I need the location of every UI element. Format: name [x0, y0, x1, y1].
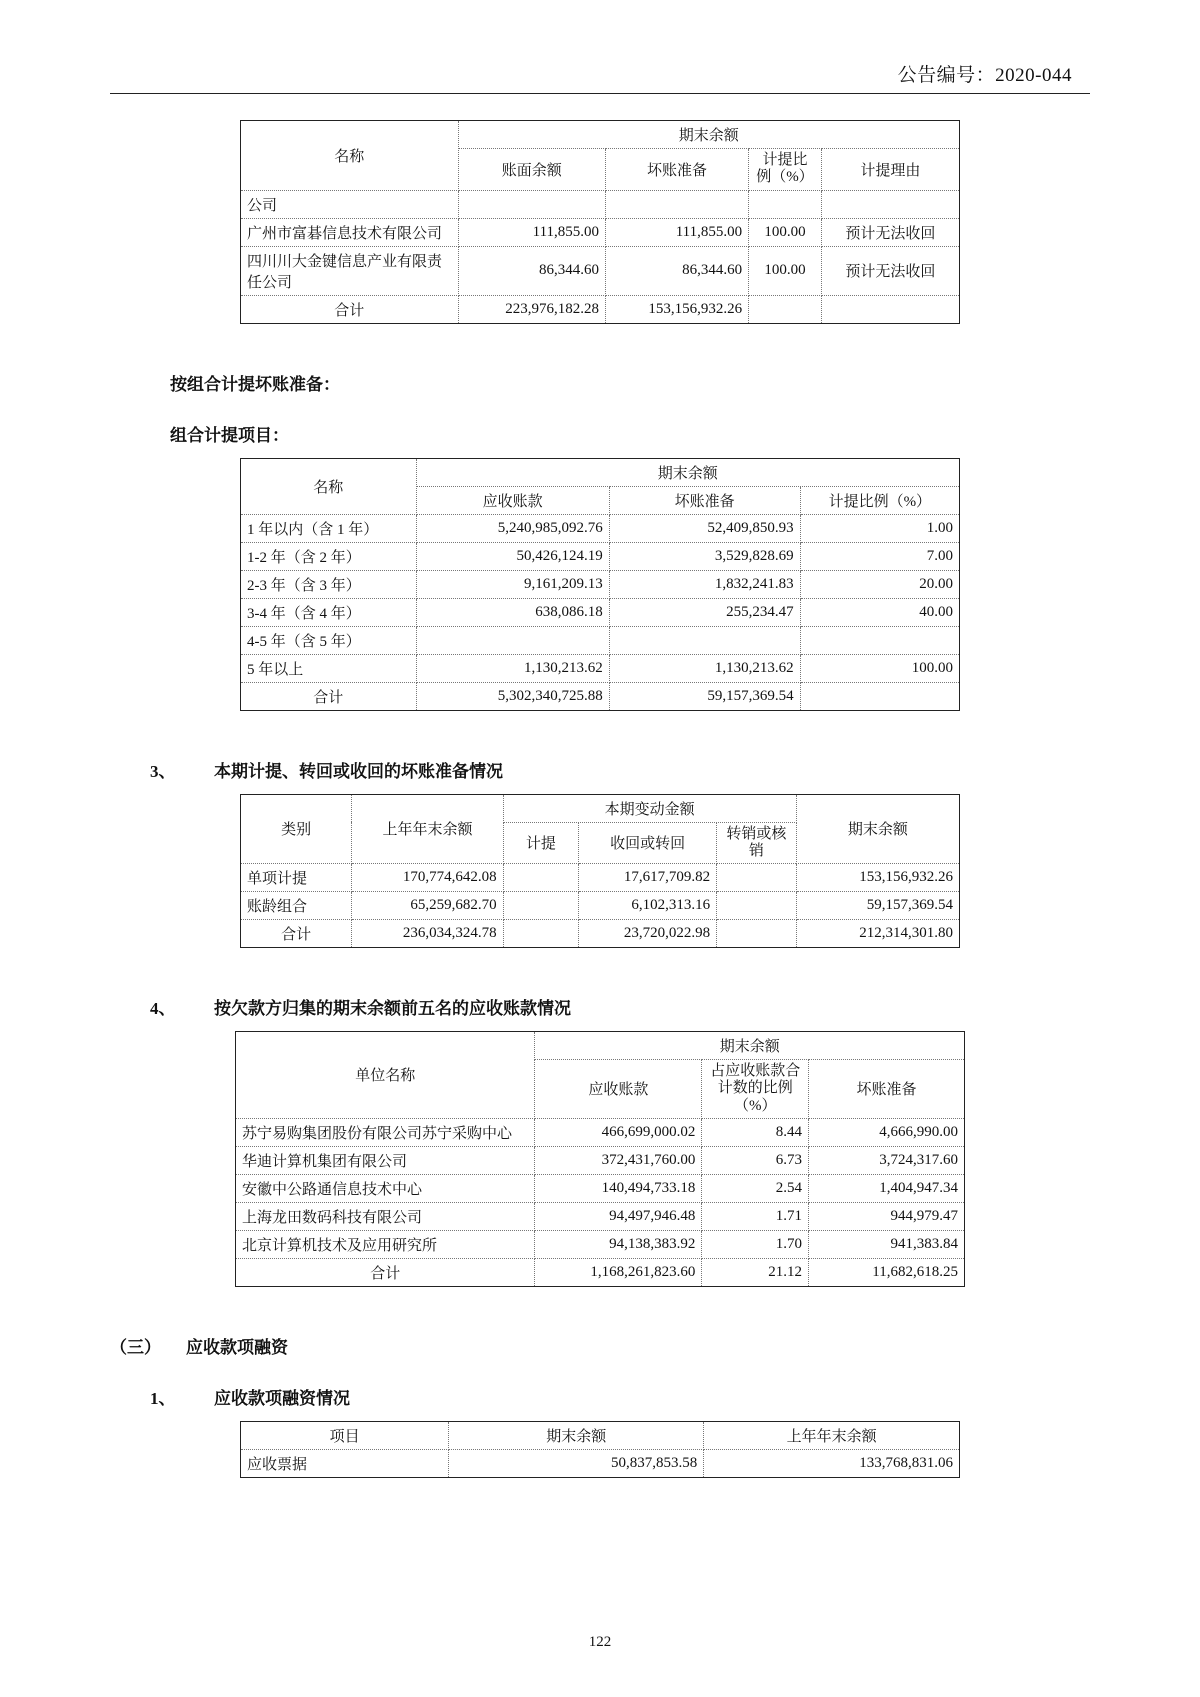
cell-bad: 944,979.47	[809, 1202, 965, 1230]
col-header-percentage: 占应收账款合计数的比例（%）	[702, 1060, 809, 1119]
cell-bad: 11,682,618.25	[809, 1258, 965, 1286]
section-title: 应收款项融资	[186, 1337, 288, 1357]
header-divider	[110, 93, 1090, 94]
section-heading-5-1	[150, 1384, 1090, 1409]
table-row	[241, 570, 960, 598]
table-row	[241, 892, 960, 920]
cell-name: 1 年以内（含 1 年）	[241, 514, 417, 542]
table-row	[236, 1230, 965, 1258]
page-number: 122	[588, 1634, 612, 1650]
table-row	[241, 682, 960, 710]
col-header-last-year-end: 上年年末余额	[352, 794, 503, 864]
col-header-category: 类别	[241, 794, 352, 864]
col-header-receivable: 应收账款	[535, 1060, 702, 1119]
cell-ratio	[800, 626, 959, 654]
page-header: 公告编号：2020-044	[897, 65, 1072, 86]
col-header-period-end: 期末余额	[416, 458, 959, 486]
section-number: 4、	[150, 999, 176, 1018]
col-header-unit: 单位名称	[236, 1032, 535, 1119]
cell-name: 4-5 年（含 5 年）	[241, 626, 417, 654]
cell-bad	[609, 626, 800, 654]
cell-pct: 1.71	[702, 1202, 809, 1230]
cell-unit: 北京计算机技术及应用研究所	[236, 1230, 535, 1258]
cell-recover: 23,720,022.98	[579, 920, 717, 948]
cell-bad: 111,855.00	[606, 218, 749, 246]
cell-reason	[821, 295, 959, 323]
cell-ratio: 7.00	[800, 542, 959, 570]
cell-last: 236,034,324.78	[352, 920, 503, 948]
cell-end: 212,314,301.80	[796, 920, 959, 948]
cell-receivable: 9,161,209.13	[416, 570, 609, 598]
section-title: 按欠款方归集的期末余额前五名的应收账款情况	[214, 999, 571, 1018]
cell-last: 65,259,682.70	[352, 892, 503, 920]
section-heading-3	[150, 757, 1090, 782]
cell-book: 111,855.00	[458, 218, 606, 246]
cell-writeoff	[717, 892, 797, 920]
cell-end: 59,157,369.54	[796, 892, 959, 920]
cell-item: 应收票据	[241, 1449, 449, 1477]
cell-provision	[503, 920, 579, 948]
cell-recover: 17,617,709.82	[579, 864, 717, 892]
cell-bad: 153,156,932.26	[606, 295, 749, 323]
cell-bad: 941,383.84	[809, 1230, 965, 1258]
cell-receivable: 94,138,383.92	[535, 1230, 702, 1258]
col-header-bad-debt: 坏账准备	[809, 1060, 965, 1119]
cell-name: 广州市富碁信息技术有限公司	[241, 218, 459, 246]
table-row	[241, 626, 960, 654]
cell-bad: 1,404,947.34	[809, 1174, 965, 1202]
col-header-reason: 计提理由	[821, 149, 959, 191]
section-number: 3、	[150, 761, 176, 781]
cell-bad: 3,724,317.60	[809, 1146, 965, 1174]
cell-receivable: 94,497,946.48	[535, 1202, 702, 1230]
table-row	[236, 1174, 965, 1202]
cell-unit: 上海龙田数码科技有限公司	[236, 1202, 535, 1230]
table-row	[241, 654, 960, 682]
cell-last: 133,768,831.06	[704, 1449, 960, 1477]
cell-ratio	[749, 295, 822, 323]
table-row	[241, 514, 960, 542]
cell-receivable: 638,086.18	[416, 598, 609, 626]
col-header-bad-debt: 坏账准备	[609, 486, 800, 514]
cell-provision	[503, 892, 579, 920]
col-header-receivable: 应收账款	[416, 486, 609, 514]
cell-name: 5 年以上	[241, 654, 417, 682]
table-row	[241, 1421, 960, 1449]
cell-name: 2-3 年（含 3 年）	[241, 570, 417, 598]
cell-provision	[503, 864, 579, 892]
col-header-change: 本期变动金额	[503, 794, 796, 822]
group-provision-title: 按组合计提坏账准备：	[170, 374, 340, 394]
table-row	[236, 1258, 965, 1286]
table-top-five-receivables	[235, 1031, 965, 1287]
cell-receivable: 5,240,985,092.76	[416, 514, 609, 542]
cell-reason	[821, 190, 959, 218]
table-row	[241, 246, 960, 295]
table-row	[241, 458, 960, 486]
col-header-last-year-end: 上年年末余额	[704, 1421, 960, 1449]
section-title: 本期计提、转回或收回的坏账准备情况	[214, 761, 503, 781]
cell-receivable: 5,302,340,725.88	[416, 682, 609, 710]
cell-bad: 1,832,241.83	[609, 570, 800, 598]
col-header-provision: 计提	[503, 822, 579, 864]
cell-category: 账龄组合	[241, 892, 352, 920]
cell-end: 153,156,932.26	[796, 864, 959, 892]
cell-category: 单项计提	[241, 864, 352, 892]
table-row	[236, 1146, 965, 1174]
col-header-item: 项目	[241, 1421, 449, 1449]
cell-name: 四川川大金键信息产业有限责任公司	[241, 246, 459, 295]
cell-bad: 255,234.47	[609, 598, 800, 626]
cell-bad: 4,666,990.00	[809, 1118, 965, 1146]
cell-ratio: 100.00	[749, 218, 822, 246]
table-row	[236, 1118, 965, 1146]
table-row	[241, 864, 960, 892]
cell-receivable: 140,494,733.18	[535, 1174, 702, 1202]
table-individual-provision	[240, 120, 960, 324]
col-header-recover: 收回或转回	[579, 822, 717, 864]
cell-receivable: 50,426,124.19	[416, 542, 609, 570]
cell-unit: 苏宁易购集团股份有限公司苏宁采购中心	[236, 1118, 535, 1146]
col-header-book-balance: 账面余额	[458, 149, 606, 191]
col-header-name: 名称	[241, 458, 417, 514]
table-row	[236, 1032, 965, 1060]
cell-reason: 预计无法收回	[821, 218, 959, 246]
table-row	[241, 920, 960, 948]
cell-bad: 52,409,850.93	[609, 514, 800, 542]
cell-pct: 21.12	[702, 1258, 809, 1286]
cell-name: 合计	[241, 682, 417, 710]
group-items-title: 组合计提项目：	[170, 425, 289, 445]
cell-unit: 华迪计算机集团有限公司	[236, 1146, 535, 1174]
section-number: （三）	[110, 1337, 161, 1357]
cell-unit: 合计	[236, 1258, 535, 1286]
cell-receivable: 466,699,000.02	[535, 1118, 702, 1146]
cell-writeoff	[717, 920, 797, 948]
cell-ratio: 40.00	[800, 598, 959, 626]
cell-end: 50,837,853.58	[449, 1449, 704, 1477]
cell-receivable	[416, 626, 609, 654]
col-header-name: 名称	[241, 121, 459, 191]
table-row	[241, 295, 960, 323]
table-provision-movement	[240, 794, 960, 949]
col-header-period-end: 期末余额	[535, 1032, 965, 1060]
cell-name: 1-2 年（含 2 年）	[241, 542, 417, 570]
table-row	[241, 542, 960, 570]
col-header-ratio: 计提比例（%）	[749, 149, 822, 191]
cell-name: 合计	[241, 295, 459, 323]
cell-receivable: 372,431,760.00	[535, 1146, 702, 1174]
section-heading-three	[110, 1333, 1090, 1358]
cell-book: 223,976,182.28	[458, 295, 606, 323]
cell-pct: 2.54	[702, 1174, 809, 1202]
col-header-period-end: 期末余额	[796, 794, 959, 864]
cell-bad: 3,529,828.69	[609, 542, 800, 570]
table-row	[241, 190, 960, 218]
cell-receivable: 1,168,261,823.60	[535, 1258, 702, 1286]
col-header-period-end: 期末余额	[458, 121, 960, 149]
cell-ratio: 100.00	[749, 246, 822, 295]
cell-pct: 1.70	[702, 1230, 809, 1258]
cell-pct: 6.73	[702, 1146, 809, 1174]
cell-ratio: 100.00	[800, 654, 959, 682]
table-row	[241, 218, 960, 246]
col-header-bad-debt: 坏账准备	[606, 149, 749, 191]
section-number: 1、	[150, 1388, 176, 1408]
col-header-writeoff: 转销或核销	[717, 822, 797, 864]
cell-bad: 59,157,369.54	[609, 682, 800, 710]
cell-recover: 6,102,313.16	[579, 892, 717, 920]
section-title: 应收款项融资情况	[214, 1388, 350, 1408]
cell-bad	[606, 190, 749, 218]
table-aging-provision	[240, 458, 960, 711]
cell-ratio: 20.00	[800, 570, 959, 598]
cell-book: 86,344.60	[458, 246, 606, 295]
cell-name: 公司	[241, 190, 459, 218]
col-header-period-end: 期末余额	[449, 1421, 704, 1449]
cell-bad: 86,344.60	[606, 246, 749, 295]
table-row	[241, 598, 960, 626]
table-row	[241, 1449, 960, 1477]
cell-book	[458, 190, 606, 218]
cell-pct: 8.44	[702, 1118, 809, 1146]
cell-ratio: 1.00	[800, 514, 959, 542]
cell-category: 合计	[241, 920, 352, 948]
cell-ratio	[800, 682, 959, 710]
table-row	[241, 794, 960, 822]
cell-reason: 预计无法收回	[821, 246, 959, 295]
section-heading-4	[150, 994, 1090, 1019]
table-row	[236, 1202, 965, 1230]
cell-ratio	[749, 190, 822, 218]
cell-name: 3-4 年（含 4 年）	[241, 598, 417, 626]
cell-bad: 1,130,213.62	[609, 654, 800, 682]
cell-receivable: 1,130,213.62	[416, 654, 609, 682]
table-row	[241, 121, 960, 149]
cell-writeoff	[717, 864, 797, 892]
cell-unit: 安徽中公路通信息技术中心	[236, 1174, 535, 1202]
cell-last: 170,774,642.08	[352, 864, 503, 892]
table-receivable-financing	[240, 1421, 960, 1478]
col-header-ratio: 计提比例（%）	[800, 486, 959, 514]
